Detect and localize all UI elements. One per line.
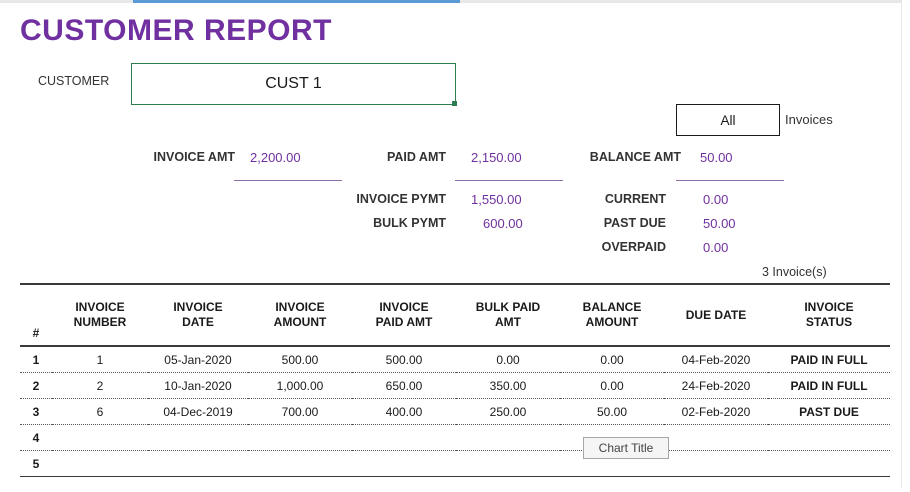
row-number: 5 — [20, 451, 52, 477]
column-header-invoice-number: INVOICE NUMBER — [52, 284, 148, 346]
row-number: 3 — [20, 399, 52, 425]
balance-amt-value: 50.00 — [700, 150, 733, 165]
cell-invoice-date: 04-Dec-2019 — [148, 399, 248, 425]
cell-invoice-number: 6 — [52, 399, 148, 425]
cell-invoice-amount: 1,000.00 — [248, 373, 352, 399]
table-row[interactable] — [20, 373, 890, 399]
invoice-table — [20, 283, 890, 477]
cell-bulk-paid-amt — [456, 451, 560, 477]
cell-invoice-status: PAID IN FULL — [768, 346, 890, 373]
row-number: 2 — [20, 373, 52, 399]
cell-invoice-number — [52, 451, 148, 477]
sheet-right-edge — [901, 0, 910, 492]
bulk-pymt-label: BULK PYMT — [373, 216, 446, 230]
cell-invoice-number — [52, 425, 148, 451]
cell-invoice-date: 05-Jan-2020 — [148, 346, 248, 373]
cell-due-date: 04-Feb-2020 — [664, 346, 768, 373]
invoice-filter-box[interactable] — [676, 104, 780, 136]
table-row[interactable] — [20, 425, 890, 451]
cell-bulk-paid-amt: 0.00 — [456, 346, 560, 373]
balance-amt-label: BALANCE AMT — [589, 150, 681, 164]
customer-select-box[interactable] — [131, 63, 456, 105]
customer-value: CUST 1 — [265, 75, 322, 92]
column-header-invoice-paid-amt: INVOICE PAID AMT — [352, 284, 456, 346]
column-header-invoice-status: INVOICE STATUS — [768, 284, 890, 346]
cell-invoice-amount: 700.00 — [248, 399, 352, 425]
table-row[interactable] — [20, 451, 890, 477]
cell-balance-amount: 0.00 — [560, 346, 664, 373]
past-due-value: 50.00 — [703, 216, 736, 231]
row-number: 1 — [20, 346, 52, 373]
cell-due-date — [664, 425, 768, 451]
invoice-amt-value: 2,200.00 — [250, 150, 301, 165]
cell-invoice-date — [148, 451, 248, 477]
cell-balance-amount: 0.00 — [560, 373, 664, 399]
paid-amt-label: PAID AMT — [386, 150, 446, 164]
balance-amt-underline — [676, 180, 784, 181]
page-title: CUSTOMER REPORT — [20, 14, 332, 47]
cell-due-date: 02-Feb-2020 — [664, 399, 768, 425]
table-header-row — [20, 284, 890, 346]
cell-invoice-paid-amt — [352, 425, 456, 451]
selection-handle[interactable] — [452, 101, 457, 106]
cell-bulk-paid-amt — [456, 425, 560, 451]
cell-invoice-status — [768, 425, 890, 451]
paid-amt-value: 2,150.00 — [471, 150, 522, 165]
paid-amt-underline — [455, 180, 563, 181]
bulk-pymt-value: 600.00 — [483, 216, 523, 231]
cell-bulk-paid-amt: 350.00 — [456, 373, 560, 399]
cell-balance-amount: 50.00 — [560, 399, 664, 425]
cell-invoice-date — [148, 425, 248, 451]
cell-invoice-paid-amt: 650.00 — [352, 373, 456, 399]
row-number: 4 — [20, 425, 52, 451]
cell-invoice-paid-amt: 500.00 — [352, 346, 456, 373]
table-row[interactable] — [20, 399, 890, 425]
column-header-invoice-date: INVOICE DATE — [148, 284, 248, 346]
cell-invoice-number: 2 — [52, 373, 148, 399]
overpaid-value: 0.00 — [703, 240, 729, 255]
invoice-amt-label: INVOICE AMT — [153, 150, 235, 164]
chart-title-placeholder[interactable]: Chart Title — [583, 437, 669, 459]
invoice-filter-suffix: Invoices — [785, 112, 833, 127]
cell-invoice-number: 1 — [52, 346, 148, 373]
table-row[interactable] — [20, 346, 890, 373]
cell-invoice-status — [768, 451, 890, 477]
column-header-bulk-paid-amt: BULK PAID AMT — [456, 284, 560, 346]
column-header-due-date: DUE DATE — [664, 284, 768, 346]
cell-invoice-amount: 500.00 — [248, 346, 352, 373]
customer-label: CUSTOMER — [38, 74, 110, 88]
cell-due-date — [664, 451, 768, 477]
cell-invoice-amount — [248, 425, 352, 451]
cell-invoice-status: PAID IN FULL — [768, 373, 890, 399]
current-value: 0.00 — [703, 192, 729, 207]
cell-due-date: 24-Feb-2020 — [664, 373, 768, 399]
column-header-balance-amount: BALANCE AMOUNT — [560, 284, 664, 346]
invoice-pymt-value: 1,550.00 — [471, 192, 522, 207]
cell-invoice-amount — [248, 451, 352, 477]
top-rule-accent — [133, 0, 460, 3]
past-due-label: PAST DUE — [603, 216, 666, 230]
cell-bulk-paid-amt: 250.00 — [456, 399, 560, 425]
cell-invoice-date: 10-Jan-2020 — [148, 373, 248, 399]
cell-invoice-paid-amt — [352, 451, 456, 477]
column-header-invoice-amount: INVOICE AMOUNT — [248, 284, 352, 346]
invoice-filter-value: All — [720, 112, 736, 128]
invoice-pymt-label: INVOICE PYMT — [356, 192, 446, 206]
invoice-amt-underline — [234, 180, 342, 181]
column-header-rownum: # — [20, 284, 52, 346]
cell-invoice-status: PAST DUE — [768, 399, 890, 425]
invoice-count-text: 3 Invoice(s) — [762, 265, 827, 279]
sheet-bottom-edge — [0, 488, 910, 492]
cell-invoice-paid-amt: 400.00 — [352, 399, 456, 425]
overpaid-label: OVERPAID — [601, 240, 666, 254]
current-label: CURRENT — [604, 192, 666, 206]
